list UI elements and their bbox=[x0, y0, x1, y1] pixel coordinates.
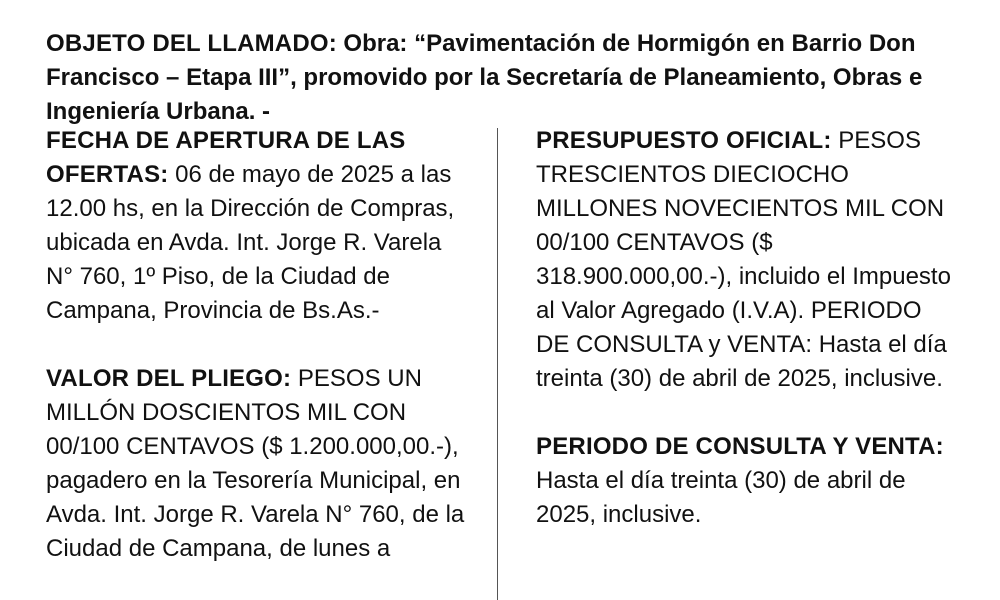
consulta-label: PERIODO DE CONSULTA Y VENTA: bbox=[536, 433, 944, 460]
pliego-text: PESOS UN MILLÓN DOSCIENTOS MIL CON 00/100 CENTAVOS ($ 1.200.000,00.-), pagadero en la Tesorería Municipal, en Avda. Int. Jorge R. Varela N° 760, de la Ciudad de Campana, de lunes a bbox=[46, 365, 465, 562]
presupuesto-label: PRESUPUESTO OFICIAL: bbox=[536, 127, 832, 154]
presupuesto-text: PESOS TRESCIENTOS DIECIOCHO MILLONES NOVECIENTOS MIL CON 00/100 CENTAVOS ($ 318.900.000,00.-), incluido el Impuesto al Valor Agregado (I.V.A). PERIODO DE CONSULTA y VENTA: Hasta el día treinta (30) de abril de 2025, inclusive. bbox=[536, 127, 951, 392]
apertura-text: 06 de mayo de 2025 a las 12.00 hs, en la Dirección de Compras, ubicada en Avda. Int. Jorge R. Varela N° 760, 1º Piso, de la Ciudad de Campana, Provincia de Bs.As.- bbox=[46, 161, 455, 324]
objeto-text: Obra: “Pavimentación de Hormigón en Barrio Don Francisco – Etapa III”, promovido por la Secretaría de Planeamiento, Obras e Ingeniería Urbana. - bbox=[46, 30, 923, 125]
right-column bbox=[536, 124, 956, 532]
objeto-label: OBJETO DEL LLAMADO bbox=[46, 30, 329, 57]
presupuesto-paragraph bbox=[536, 124, 956, 396]
apertura-label: FECHA DE APERTURA DE LAS OFERTAS: bbox=[46, 127, 406, 188]
pliego-paragraph bbox=[46, 362, 466, 566]
objeto-colon: : bbox=[328, 30, 337, 57]
left-column bbox=[46, 124, 466, 566]
apertura-paragraph bbox=[46, 124, 466, 328]
consulta-text: Hasta el día treinta (30) de abril de 2025, inclusive. bbox=[536, 467, 906, 528]
column-divider bbox=[497, 128, 498, 600]
pliego-label: VALOR DEL PLIEGO: bbox=[46, 365, 292, 392]
consulta-paragraph bbox=[536, 430, 956, 532]
objeto-paragraph bbox=[46, 27, 961, 129]
